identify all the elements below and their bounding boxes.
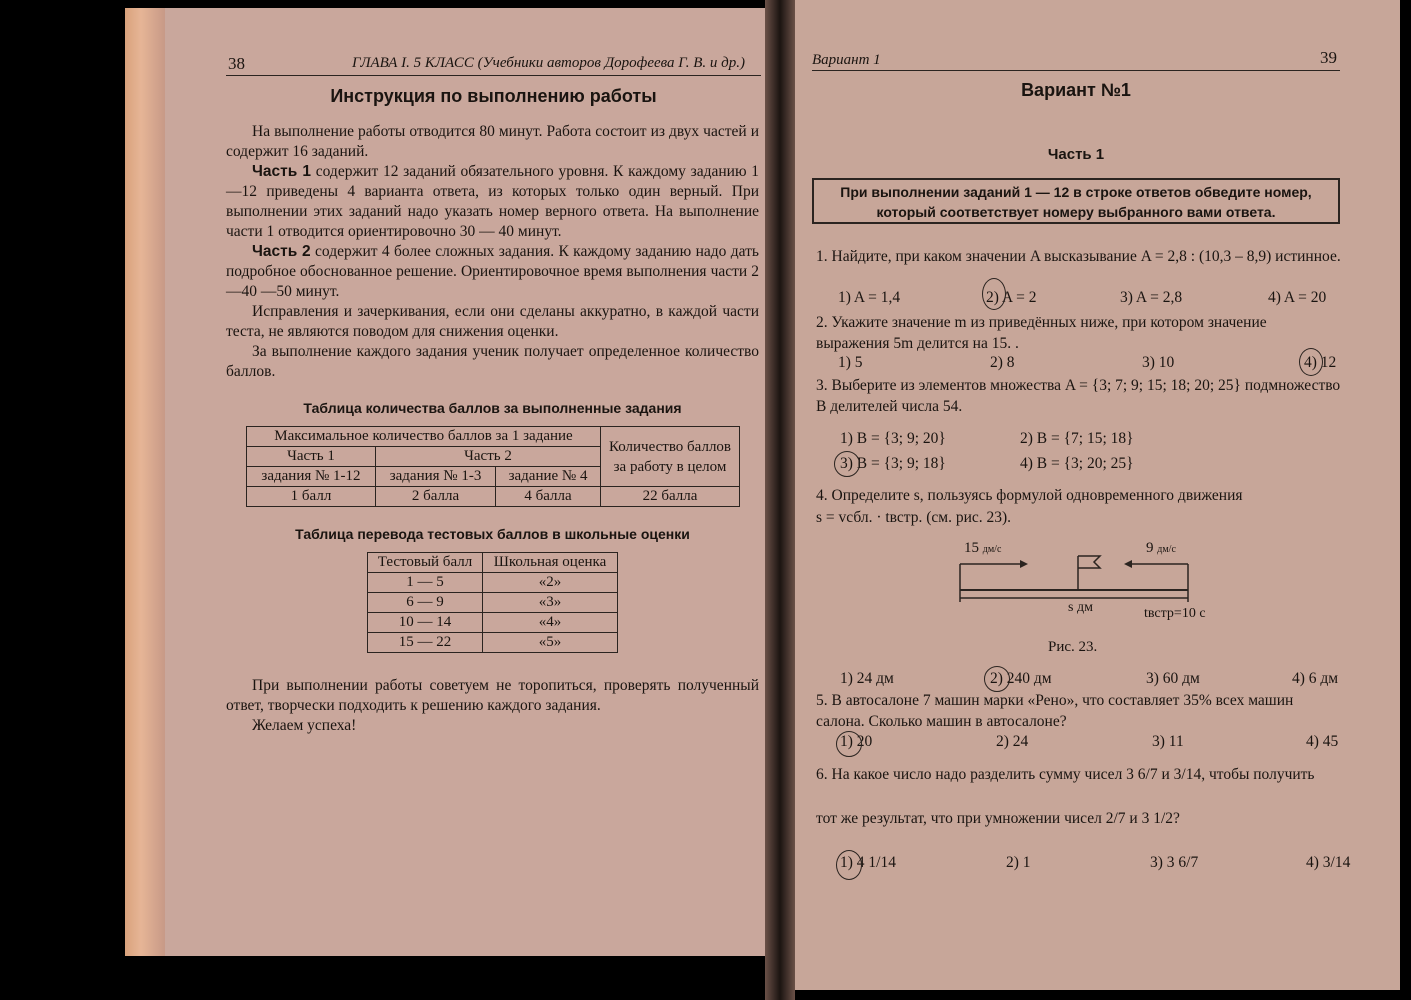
answer-circle [982,278,1006,310]
table2-cell: «5» [482,633,617,653]
instructions-body [226,122,759,382]
table2-cell: 6 — 9 [368,593,483,613]
part1-label: Часть 1 [252,163,312,180]
distance-label: s дм [1068,600,1093,615]
q4-option-3: 3) 60 дм [1146,670,1200,687]
q6-option-1: 1) 4 1/14 [840,854,896,871]
q6-option-3: 3) 3 6/7 [1150,854,1199,871]
question-4-formula: s = vсбл. · tвстр. (см. рис. 23). [816,509,1012,526]
q2-option-2: 2) 8 [990,354,1015,371]
answer-circle [836,850,862,880]
paragraph-1: На выполнение работы отводится 80 минут. Работа состоит из двух частей и содержит 16 заданий. [226,123,759,160]
question-3: 3. Выберите из элементов множества A = {3; 7; 9; 15; 18; 20; 25} подмножество B делителей числа 54. [816,377,1341,415]
answer-circle [984,666,1010,692]
speed-left [964,540,1001,557]
left-running-head: ГЛАВА I. 5 КЛАСС (Учебники авторов Дорофеева Г. В. и др.) [352,55,745,71]
table1-tasks3: задание № 4 [496,467,601,487]
part2-label: Часть 2 [252,243,311,260]
left-page-number: 38 [228,54,245,73]
header-rule [226,75,761,76]
q4-option-2: 2) 240 дм [990,670,1052,687]
paragraph-3 [226,242,759,302]
speed-left-value: 15 [964,540,979,556]
question-1: 1. Найдите, при каком значении A высказывание A = 2,8 : (10,3 – 8,9) истинное. [816,248,1341,265]
table1-value: 1 балл [247,487,376,507]
part-title: Часть 1 [1047,146,1105,163]
book-gutter [765,0,795,1000]
q2-option-4: 4) 12 [1304,354,1337,371]
table1-tasks1: задания № 1-12 [247,467,376,487]
speed-right-unit: дм/с [1157,544,1176,555]
paragraph-6: При выполнении работы советуем не торопиться, проверять полученный ответ, творчески подходить к решению каждого задания. [226,677,759,714]
table2-cell: 1 — 5 [368,573,483,593]
table1-caption: Таблица количества баллов за выполненные задания [303,400,682,416]
table2-cell: 10 — 14 [368,613,483,633]
speed-right [1146,540,1176,557]
time-label: tвстр=10 с [1144,606,1206,621]
q3-option-4: 4) B = {3; 20; 25} [1020,455,1134,472]
table2-cell: 15 — 22 [368,633,483,653]
q4-option-4: 4) 6 дм [1292,670,1339,687]
instructions-title: Инструкция по выполнению работы [330,86,657,106]
closing-text [226,676,759,736]
q4-option-1: 1) 24 дм [840,670,894,687]
grades-table [367,552,618,653]
speed-right-value: 9 [1146,540,1154,556]
q5-option-3: 3) 11 [1152,733,1184,750]
question-2: 2. Укажите значение m из приведённых ниже, при котором значение выражения 5m делится на 15. . [816,314,1267,352]
q1-option-4: 4) A = 20 [1268,289,1327,306]
arrow-left-head [1124,560,1132,568]
q3-option-1: 1) B = {3; 9; 20} [840,430,946,447]
answer-circle [836,731,862,757]
table2-header: Школьная оценка [482,553,617,573]
variant-title: Вариант №1 [1021,80,1131,100]
table2-header: Тестовый балл [368,553,483,573]
q2-option-1: 1) 5 [838,354,863,371]
arrow-right-head [1020,560,1028,568]
q1-option-1: 1) A = 1,4 [838,289,901,306]
table2-cell: «3» [482,593,617,613]
q1-option-3: 3) A = 2,8 [1120,289,1183,306]
table1-header-part1: Часть 1 [247,447,376,467]
table1-value: 22 балла [601,487,740,507]
table1-value: 2 балла [376,487,496,507]
paragraph-2-text: содержит 12 заданий обязательного уровня. К каждому заданию 1—12 приведены 4 варианта ответа, из которых только один верный. При выполнении этих заданий надо указать номер верного ответа. На выполнение части 1 отводится ориентировочно 30 — 40 минут. [226,163,759,240]
q1-option-2: 2) A = 2 [986,289,1037,306]
table1-header-part2: Часть 2 [376,447,601,467]
paragraph-5: За выполнение каждого задания ученик получает определенное количество баллов. [226,343,759,380]
paragraph-7: Желаем успеха! [252,717,357,734]
table2-cell: «2» [482,573,617,593]
right-running-head: Вариант 1 [812,52,881,68]
table1-header-total: Количество баллов за работу в целом [601,427,740,487]
q6-option-4: 4) 3/14 [1306,854,1351,871]
question-6-line2: тот же результат, что при умножении чисел 2/7 и 3 1/2? [816,810,1180,827]
instruction-box: При выполнении заданий 1 — 12 в строке ответов обведите номер, который соответствует номеру выбранного вами ответа. [812,178,1340,224]
right-page-number: 39 [1320,48,1337,67]
question-6-line1: 6. На какое число надо разделить сумму чисел 3 6/7 и 3/14, чтобы получить [816,766,1315,783]
question-5: 5. В автосалоне 7 машин марки «Рено», что составляет 35% всех машин салона. Сколько машин в автосалоне? [816,692,1294,730]
answer-circle [1299,348,1323,376]
table2-cell: «4» [482,613,617,633]
q2-option-3: 3) 10 [1142,354,1175,371]
page-edges [125,8,165,956]
paragraph-2 [226,162,759,242]
paragraph-3-text: содержит 4 более сложных задания. К каждому заданию надо дать подробное обоснованное решение. Ориентировочное время выполнения части 2—40 —50 минут. [226,243,759,300]
flag-icon [1078,556,1100,568]
table2-caption: Таблица перевода тестовых баллов в школьные оценки [295,526,690,542]
points-table [246,426,740,507]
answer-circle [834,451,860,477]
paragraph-4: Исправления и зачеркивания, если они сделаны аккуратно, в каждой части теста, не являются поводом для снижения оценки. [226,303,759,340]
q5-option-4: 4) 45 [1306,733,1339,750]
q6-option-2: 2) 1 [1006,854,1031,871]
header-rule [812,70,1340,71]
table1-tasks2: задания № 1-3 [376,467,496,487]
q5-option-1: 1) 20 [840,733,873,750]
table1-value: 4 балла [496,487,601,507]
q5-option-2: 2) 24 [996,733,1029,750]
table1-header-max: Максимальное количество баллов за 1 задание [247,427,601,447]
question-4: 4. Определите s, пользуясь формулой одновременного движения [816,487,1243,504]
speed-left-unit: дм/с [982,544,1002,555]
q3-option-2: 2) B = {7; 15; 18} [1020,430,1134,447]
q3-option-3: 3) B = {3; 9; 18} [840,455,946,472]
figure-caption: Рис. 23. [1048,639,1098,655]
